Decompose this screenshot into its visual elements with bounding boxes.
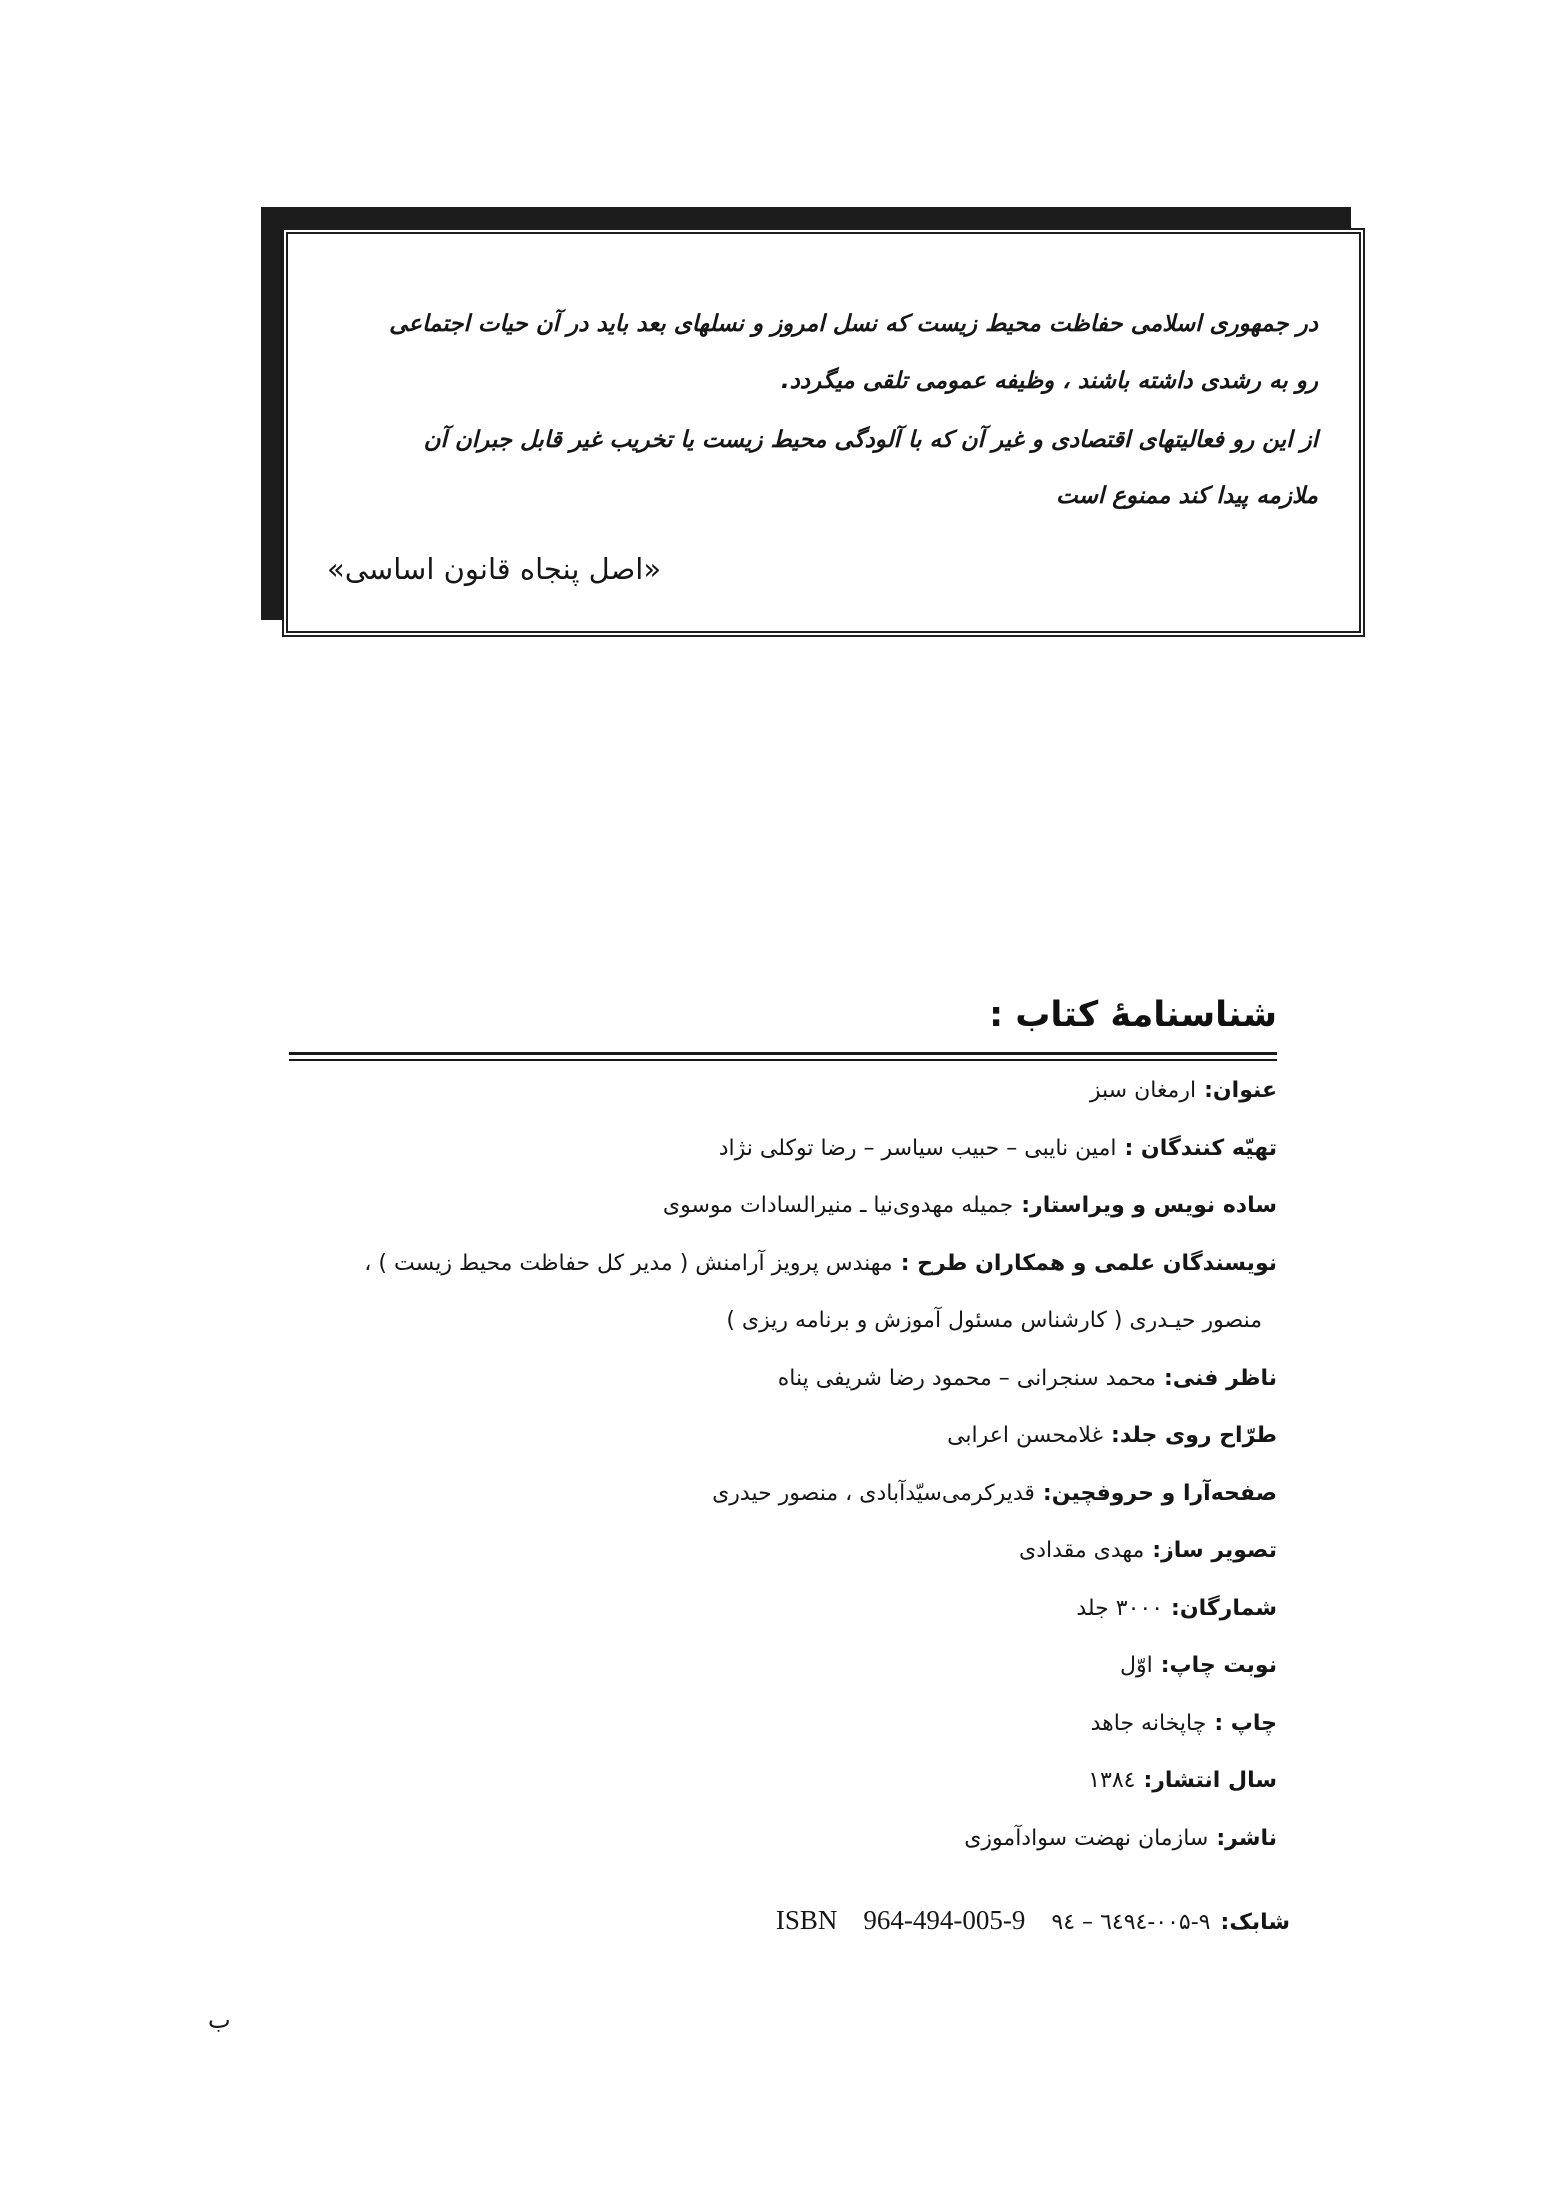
info-value: جمیله مهدوی‌نیا ـ منیرالسادات موسوی — [662, 1193, 1014, 1218]
info-value: ارمغان سبز — [1089, 1078, 1197, 1103]
book-info-list — [289, 1062, 1277, 1867]
info-label: طرّاح روی جلد: — [1111, 1423, 1277, 1448]
info-label: ساده نویس و ویراستار: — [1021, 1193, 1277, 1218]
isbn-prefix: ISBN — [775, 1905, 838, 1935]
info-row-publication-year — [289, 1752, 1277, 1810]
info-value: مهندس پرویز آرامنش ( مدیر کل حفاظت محیط زیست ) ، — [364, 1250, 893, 1276]
info-value: چاپخانه جاهد — [1090, 1710, 1207, 1736]
double-rule-divider — [289, 1052, 1277, 1061]
info-row-edition — [289, 1637, 1277, 1695]
info-label: تصویر ساز: — [1152, 1538, 1277, 1563]
info-value: امین نایبی – حبیب سیاسر – رضا توکلی نژاد — [718, 1135, 1117, 1161]
constitution-quote-box — [282, 228, 1365, 637]
isbn-latin-block — [776, 1895, 1026, 1945]
quote-line-3: از این رو فعالیتهای اقتصادی و غیر آن که با آلودگی محیط زیست یا تخریب غیر قابل جبران آن — [423, 427, 1318, 453]
info-row-scientific-writers-continued — [289, 1292, 1277, 1350]
info-value: سازمان نهضت سوادآموزی — [964, 1825, 1209, 1851]
info-value: مهدی مقدادی — [1019, 1538, 1145, 1563]
info-label: نویسندگان علمی و همکاران طرح : — [900, 1250, 1277, 1276]
isbn-row — [776, 1895, 1290, 1945]
info-row-title — [289, 1062, 1277, 1120]
book-info-title: شناسنامهٔ کتاب : — [989, 995, 1277, 1035]
info-value: قدیرکرمی‌سیّدآبادی ، منصور حیدری — [712, 1480, 1035, 1506]
info-row-technical-supervisor — [289, 1350, 1277, 1408]
page-number-letter: ب — [208, 2006, 231, 2034]
info-value: اوّل — [1119, 1653, 1153, 1678]
info-row-publisher — [289, 1810, 1277, 1868]
info-label: نوبت چاپ: — [1160, 1653, 1277, 1678]
info-value: غلامحسن اعرابی — [947, 1423, 1104, 1448]
info-row-print-run — [289, 1580, 1277, 1638]
info-row-cover-designer — [289, 1407, 1277, 1465]
info-label: شمارگان: — [1171, 1595, 1277, 1621]
info-value: ۳۰۰۰ جلد — [1076, 1595, 1164, 1621]
quote-line-1: در جمهوری اسلامی حفاظت محیط زیست که نسل امروز و نسلهای بعد باید در آن حیات اجتماعی — [389, 311, 1318, 337]
info-row-layout-typesetting — [289, 1465, 1277, 1523]
info-label: عنوان: — [1204, 1078, 1277, 1103]
info-label: صفحه‌آرا و حروفچین: — [1042, 1480, 1277, 1506]
info-row-scientific-writers — [289, 1235, 1277, 1293]
info-label: سال انتشار: — [1143, 1768, 1277, 1793]
info-row-editors — [289, 1177, 1277, 1235]
info-value: محمد سنجرانی – محمود رضا شریفی پناه — [777, 1365, 1156, 1391]
info-label: تهیّه کنندگان : — [1124, 1135, 1277, 1161]
isbn-persian: ۹٦٤ – ٤۹٤-۰۰۵-۹ — [1051, 1910, 1211, 1935]
info-value: ۱۳۸٤ — [1088, 1768, 1136, 1793]
info-row-printer — [289, 1695, 1277, 1753]
info-value: منصور حیـدری ( کارشناس مسئول آموزش و برنامه ریزی ) — [726, 1308, 1262, 1333]
info-label: ناظر فنی: — [1163, 1365, 1277, 1391]
isbn-number: 964-494-005-9 — [863, 1905, 1026, 1935]
info-row-illustrator — [289, 1522, 1277, 1580]
info-label: ناشر: — [1216, 1825, 1277, 1851]
info-row-preparers — [289, 1120, 1277, 1178]
info-label: چاپ : — [1214, 1710, 1277, 1736]
quote-line-2: رو به رشدی داشته باشند ، وظیفه عمومی تلقی میگردد. — [780, 368, 1318, 394]
isbn-label: شابک: — [1220, 1910, 1290, 1935]
quote-line-4: ملازمه پیدا کند ممنوع است — [1055, 483, 1318, 509]
quote-attribution: «اصل پنجاه قانون اساسی» — [327, 552, 662, 586]
